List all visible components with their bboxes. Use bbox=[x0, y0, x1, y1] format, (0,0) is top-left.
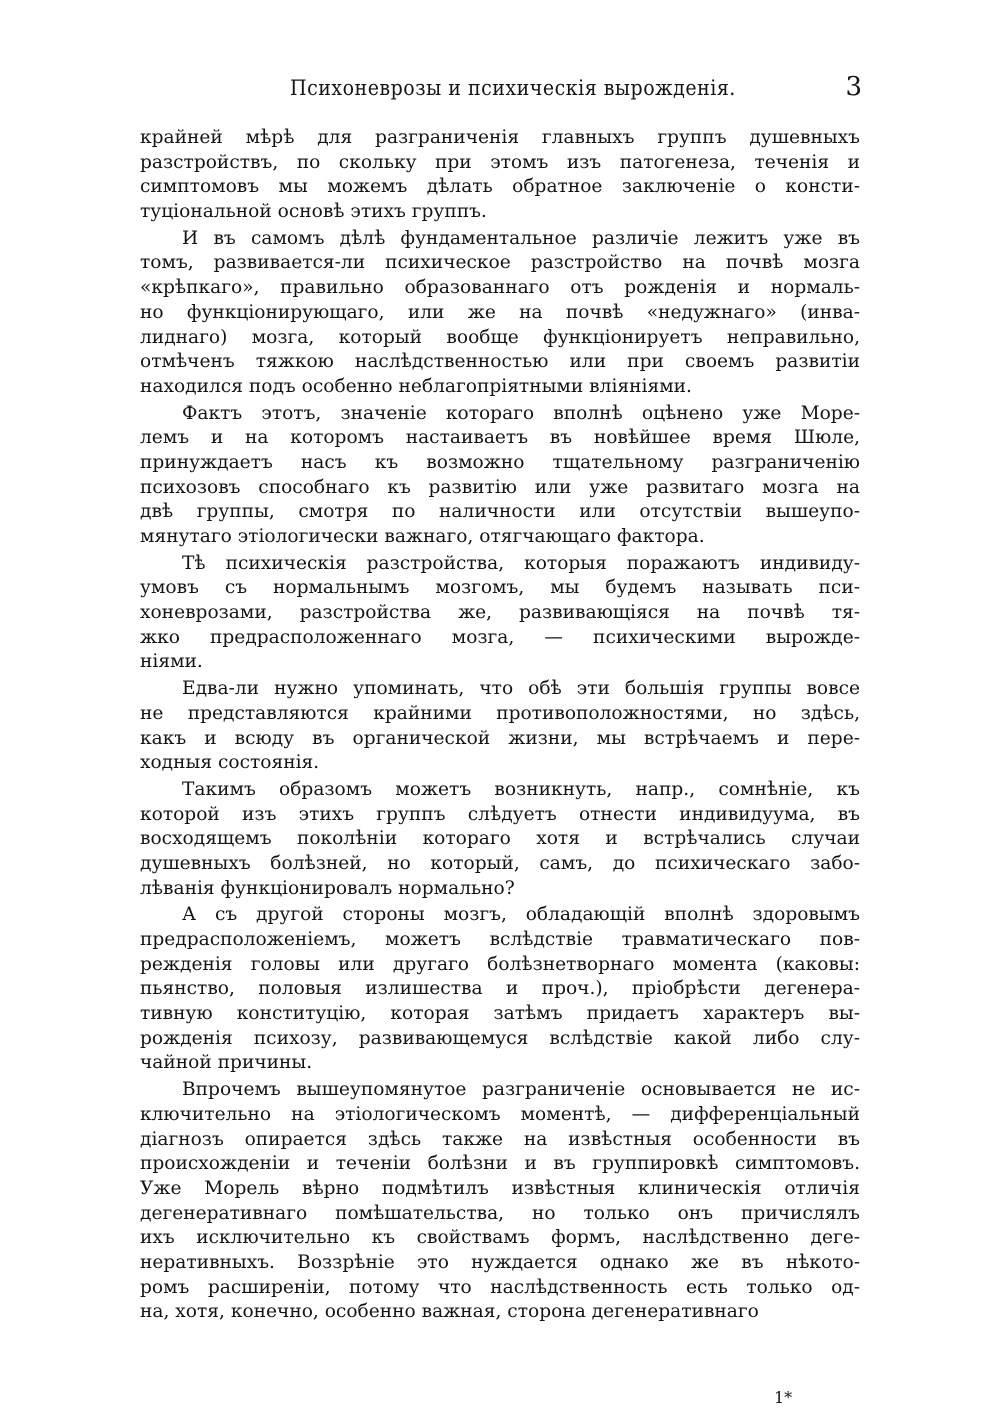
text-line: лиднаго) мозга, который вообще функціонируетъ неправильно, bbox=[140, 326, 860, 348]
text-line: психозовъ способнаго къ развитію или уже развитаго мозга на bbox=[140, 476, 860, 498]
text-line: хоневрозами, разстройства же, развивающіяся на почвѣ тя- bbox=[140, 602, 860, 624]
text-line: двѣ группы, смотря по наличности или отсутствіи вышеупо- bbox=[140, 501, 860, 523]
text-line: мянутаго этіологически важнаго, отягчающаго фактора. bbox=[140, 526, 705, 547]
text-line: лѣванія функціонировалъ нормально? bbox=[140, 877, 515, 899]
paragraph bbox=[140, 227, 860, 400]
page-number: 3 bbox=[845, 72, 862, 102]
text-line: отмѣченъ тяжкою наслѣдственностью или при своемъ развитіи bbox=[140, 351, 860, 373]
text-line: но функціонирующаго, или же на почвѣ «недужнаго» (инва- bbox=[140, 301, 860, 323]
text-line: А съ другой стороны мозгъ, обладающій вполнѣ здоровымъ bbox=[182, 904, 860, 926]
text-line: ходныя состоянія. bbox=[140, 752, 320, 774]
paragraph bbox=[140, 1078, 860, 1325]
body-text bbox=[140, 126, 860, 1325]
text-line: Едва-ли нужно упоминать, что обѣ эти большія группы вовсе bbox=[182, 678, 860, 700]
text-line: пьянство, половыя излишества и проч.), пріобрѣсти дегенера- bbox=[140, 978, 860, 1000]
text-line: на, хотя, конечно, особенно важная, сторона дегенеративнаго bbox=[140, 1301, 759, 1323]
text-line: умовъ съ нормальнымъ мозгомъ, мы будемъ называть пси- bbox=[140, 577, 860, 599]
text-line: чайной причины. bbox=[140, 1052, 313, 1074]
text-line: какъ и всюду въ органической жизни, мы встрѣчаемъ и пере- bbox=[140, 727, 860, 749]
text-line: неративныхъ. Воззрѣніе это нуждается однако же въ нѣкото- bbox=[140, 1251, 860, 1273]
paragraph bbox=[140, 126, 860, 225]
text-line: Впрочемъ вышеупомянутое разграниченіе основывается не ис- bbox=[182, 1079, 860, 1101]
paragraph bbox=[140, 778, 860, 901]
text-line: которой изъ этихъ группъ слѣдуетъ отнести индивидуума, въ bbox=[140, 803, 860, 825]
text-line: Уже Морель вѣрно подмѣтилъ извѣстныя клиническія отличія bbox=[140, 1177, 860, 1199]
text-line: томъ, развивается-ли психическое разстройство на почвѣ мозга bbox=[140, 252, 860, 274]
text-line: лемъ и на которомъ настаиваетъ въ новѣйшее время Шюле, bbox=[140, 427, 860, 449]
text-line: находился подъ особенно неблагопріятными вліяніями. bbox=[140, 375, 692, 397]
text-line: душевныхъ болѣзней, но который, самъ, до психическаго забо- bbox=[140, 852, 860, 874]
text-line: принуждаетъ насъ къ возможно тщательному разграниченію bbox=[140, 451, 860, 473]
text-line: восходящемъ поколѣніи котораго хотя и встрѣчались случаи bbox=[140, 828, 860, 850]
text-line: рожденія психозу, развивающемуся вслѣдствіе какой либо слу- bbox=[140, 1027, 860, 1049]
text-line: «крѣпкаго», правильно образованнаго отъ рожденія и нормаль- bbox=[140, 277, 860, 299]
text-line: ніями. bbox=[140, 651, 203, 673]
text-line: Фактъ этотъ, значеніе котораго вполнѣ оцѣнено уже Море- bbox=[182, 402, 860, 424]
text-line: ключительно на этіологическомъ моментѣ, — дифференціальный bbox=[140, 1103, 860, 1125]
text-line: Тѣ психическія разстройства, которыя поражаютъ индивиду- bbox=[182, 552, 860, 574]
text-line: разстройствъ, по скольку при этомъ изъ патогенеза, теченія и bbox=[140, 151, 860, 173]
running-header bbox=[140, 72, 862, 106]
signature-mark: 1* bbox=[774, 1388, 793, 1407]
text-line: Такимъ образомъ можетъ возникнуть, напр., сомнѣніе, къ bbox=[182, 778, 860, 800]
text-line: ромъ расширеніи, потому что наслѣдственность есть только од- bbox=[140, 1276, 860, 1298]
paragraph bbox=[140, 677, 860, 776]
text-line: дегенеративнаго помѣшательства, но только онъ причислялъ bbox=[140, 1202, 860, 1224]
paragraph bbox=[140, 903, 860, 1076]
text-line: діагнозъ опирается здѣсь также на извѣстныя особенности въ bbox=[140, 1128, 860, 1150]
text-line: туціональной основѣ этихъ группъ. bbox=[140, 201, 487, 223]
text-line: происхожденіи и теченіи болѣзни и въ группировкѣ симптомовъ. bbox=[140, 1153, 860, 1175]
text-line: предрасположеніемъ, можетъ вслѣдствіе травматическаго пов- bbox=[140, 929, 860, 950]
text-line: тивную конституцію, которая затѣмъ придаетъ характеръ вы- bbox=[140, 1003, 860, 1025]
text-line: жко предрасположеннаго мозга, — психическими вырожде- bbox=[140, 626, 860, 648]
text-line: режденія головы или другаго болѣзнетворнаго момента (каковы: bbox=[140, 953, 860, 975]
text-line: ихъ исключительно къ свойствамъ формъ, наслѣдственно деге- bbox=[140, 1227, 860, 1249]
paragraph bbox=[140, 552, 860, 675]
paragraph bbox=[140, 402, 860, 550]
running-title: Психоневрозы и психическія вырожденія. bbox=[290, 76, 736, 101]
text-line: крайней мѣрѣ для разграниченія главныхъ группъ душевныхъ bbox=[140, 127, 860, 148]
text-line: И въ самомъ дѣлѣ фундаментальное различіе лежитъ уже въ bbox=[182, 227, 860, 249]
text-line: не представляются крайними противоположностями, но здѣсь, bbox=[140, 702, 860, 724]
text-line: симптомовъ мы можемъ дѣлать обратное заключеніе о консти- bbox=[140, 176, 860, 198]
